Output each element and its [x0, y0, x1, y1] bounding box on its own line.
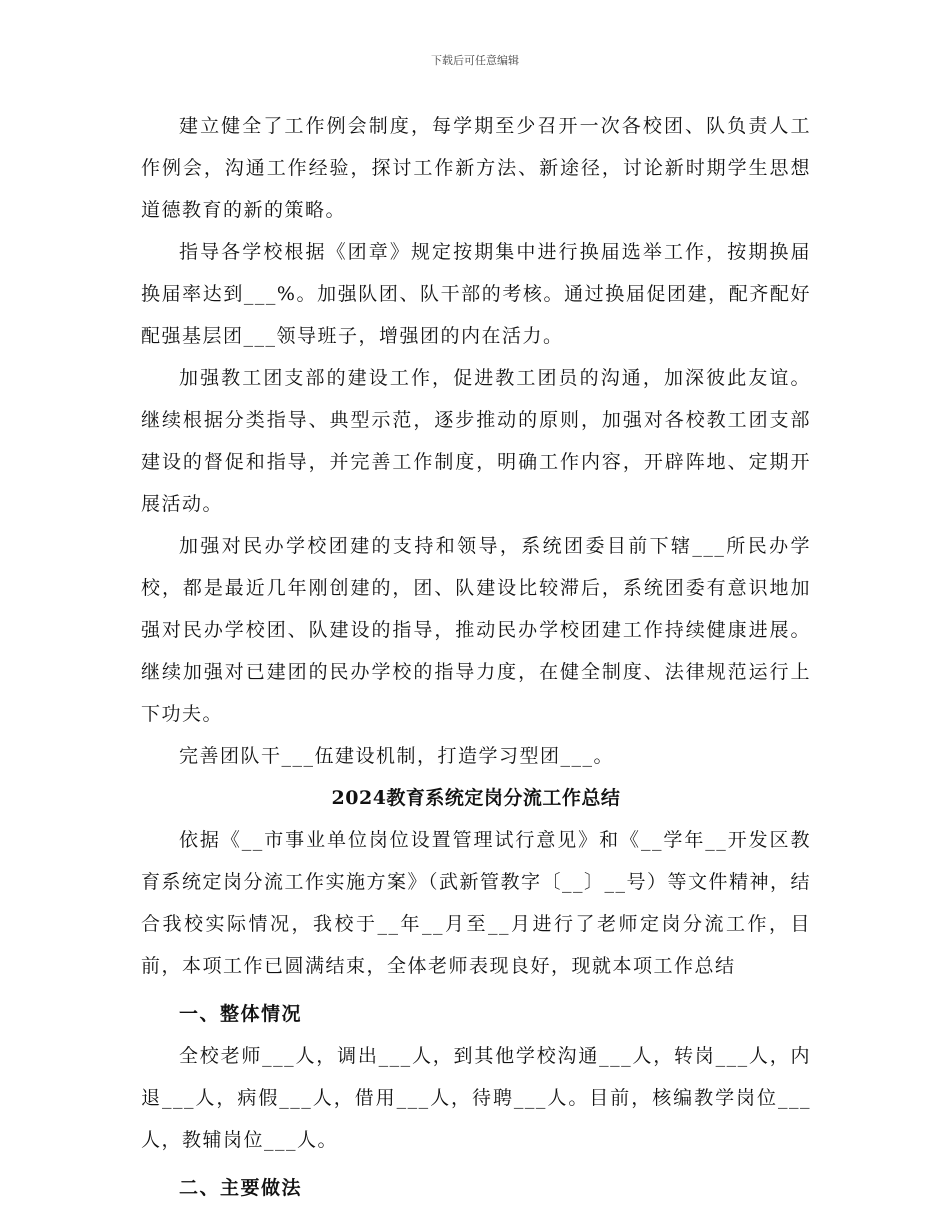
heading-overall: 一、整体情况: [179, 1003, 303, 1025]
page-header: 下载后可任意编辑: [431, 54, 519, 67]
paragraph-work-meeting: 建立健全了工作例会制度，每学期至少召开一次各校团、队负责人工作例会，沟通工作经验，探讨工作新方法、新途径，讨论新时期学生思想道德教育的新的策略。: [141, 115, 811, 221]
paragraph-team-building: 完善团队干___伍建设机制，打造学习型团___。: [179, 745, 615, 767]
paragraph-overall: 全校老师___人，调出___人，到其他学校沟通___人，转岗___人，内退___人，病假___人，借用___人，待聘___人。目前，核编教学岗位___人，教辅岗位___人。: [141, 1045, 811, 1151]
paragraph-election: 指导各学校根据《团章》规定按期集中进行换届选举工作，按期换届换届率达到___%。加强队团、队干部的考核。通过换届促团建，配齐配好配强基层团___领导班子，增强团的内在活力。: [141, 241, 811, 347]
section-title: 2024教育系统定岗分流工作总结: [331, 787, 621, 809]
paragraph-intro: 依据《__市事业单位岗位设置管理试行意见》和《__学年__开发区教育系统定岗分流工作实施方案》（武新管教字〔__〕__号）等文件精神，结合我校实际情况，我校于__年__月至__月进行了老师定岗分流工作，目前，本项工作已圆满结束，全体老师表现良好，现就本项工作总结: [141, 829, 812, 977]
paragraph-private-schools: 加强对民办学校团建的支持和领导，系统团委目前下辖___所民办学校，都是最近几年刚创建的，团、队建设比较滞后，系统团委有意识地加强对民办学校团、队建设的指导，推动民办学校团建工作持续健康进展。继续加强对已建团的民办学校的指导力度，在健全制度、法律规范运行上下功夫。: [141, 535, 811, 725]
heading-methods: 二、主要做法: [179, 1177, 303, 1199]
document-body: [141, 105, 811, 1209]
paragraph-staff-branch: 加强教工团支部的建设工作，促进教工团员的沟通，加深彼此友谊。继续根据分类指导、典型示范，逐步推动的原则，加强对各校教工团支部建设的督促和指导，并完善工作制度，明确工作内容，开辟阵地、定期开展活动。: [141, 367, 811, 515]
